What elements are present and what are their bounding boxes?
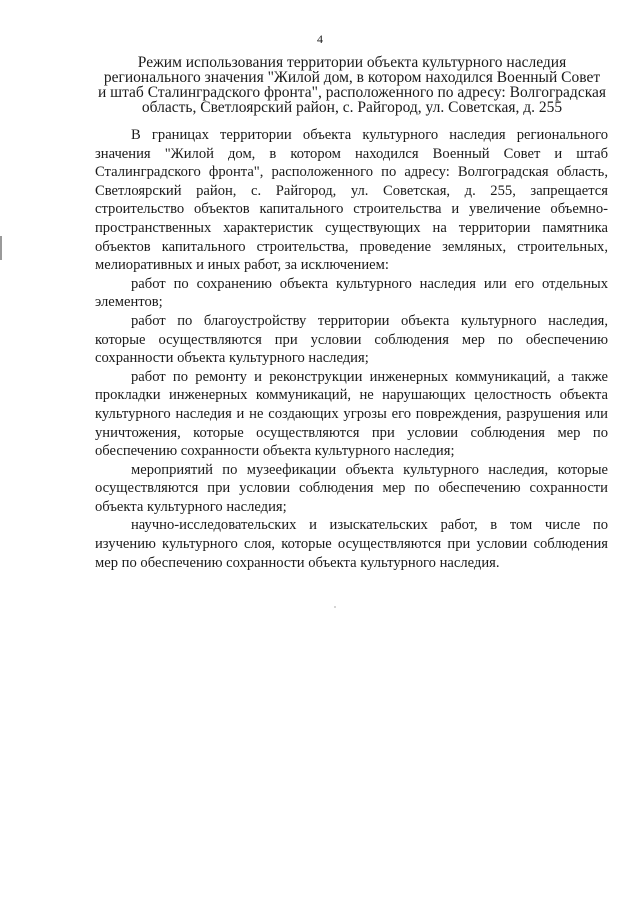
scan-speck bbox=[334, 606, 336, 608]
page-number: 4 bbox=[317, 32, 323, 46]
title-line: и штаб Сталинградского фронта", расположенного по адресу: Волгоградская bbox=[97, 84, 607, 101]
title-line: регионального значения "Жилой дом, в котором находился Военный Совет bbox=[103, 69, 601, 86]
document-title bbox=[96, 55, 608, 115]
title-line: Режим использования территории объекта культурного наследия bbox=[137, 54, 567, 71]
scan-margin-mark bbox=[0, 236, 2, 260]
exception-item: мероприятий по музеефикации объекта культурного наследия, которые осуществляются при условии соблюдения мер по обеспечению сохранности объекта культурного наследия; bbox=[95, 461, 608, 515]
exception-item: работ по сохранению объекта культурного наследия или его отдельных элементов; bbox=[95, 275, 608, 311]
exception-item: работ по ремонту и реконструкции инженерных коммуникаций, а также прокладки инженерных коммуникаций, не нарушающих целостность объекта культурного наследия и не создающих угрозы его повреждения, разрушения или уничтожения, которые осуществляются при условии соблюдения мер по обеспечению сохранности объекта культурного наследия; bbox=[95, 368, 608, 460]
exception-item: научно-исследовательских и изыскательских работ, в том числе по изучению культурного слоя, которые осуществляются при условии соблюдения мер по обеспечению сохранности объекта культурного наследия. bbox=[95, 517, 608, 571]
document-body bbox=[95, 126, 608, 572]
intro-paragraph: В границах территории объекта культурного наследия регионального значения "Жилой дом, в котором находился Военный Совет и штаб Сталинградского фронта", расположенного по адресу: Волгоградская область, Светлоярский район, с. Райгород, ул. Советская, д. 255, запрещается строительство объектов капитального строительства и увеличение объемно-пространственных характеристик существующих на территории памятника объектов капитального строительства, проведение земляных, строительных, мелиоративных и иных работ, за исключением: bbox=[95, 127, 608, 274]
title-line: область, Светлоярский район, с. Райгород, ул. Советская, д. 255 bbox=[141, 99, 563, 116]
exception-item: работ по благоустройству территории объекта культурного наследия, которые осуществляются при условии соблюдения мер по обеспечению сохранности объекта культурного наследия; bbox=[95, 312, 608, 367]
